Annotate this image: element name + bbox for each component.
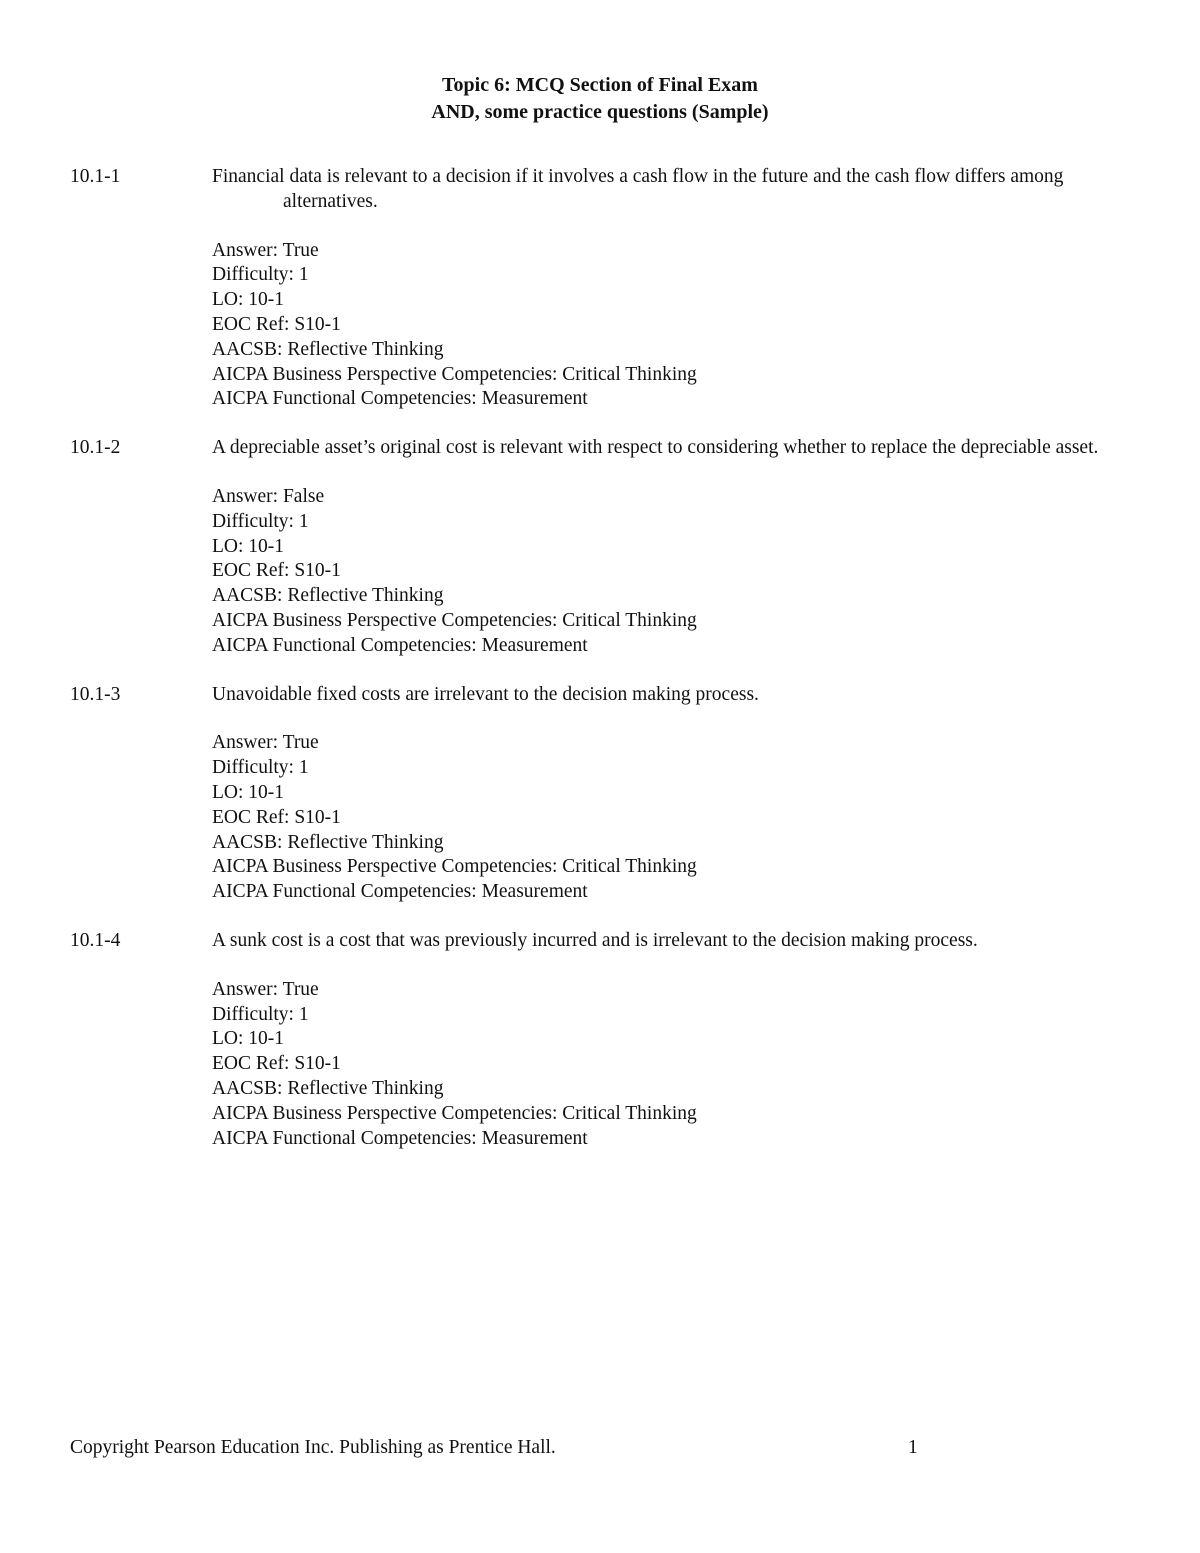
eoc-ref-line: EOC Ref: S10-1 [212, 313, 341, 335]
question-text: A sunk cost is a cost that was previously incurred and is irrelevant to the decision making process. [212, 929, 978, 951]
aicpa-functional-line: AICPA Functional Competencies: Measurement [212, 881, 588, 903]
difficulty-line: Difficulty: 1 [212, 510, 309, 532]
question-body [212, 683, 1150, 905]
page-header [0, 72, 1200, 126]
learning-objective-line: LO: 10-1 [212, 1028, 285, 1050]
question-body [212, 165, 1150, 412]
answer-line: Answer: True [212, 732, 319, 754]
aacsb-line: AACSB: Reflective Thinking [212, 831, 444, 853]
page-subtitle: AND, some practice questions (Sample) [431, 101, 769, 123]
page-title: Topic 6: MCQ Section of Final Exam [442, 74, 758, 96]
aicpa-business-line: AICPA Business Perspective Competencies: Critical Thinking [212, 856, 697, 878]
question-body [212, 436, 1150, 658]
answer-line: Answer: False [212, 485, 325, 507]
question-list [70, 165, 1150, 1175]
learning-objective-line: LO: 10-1 [212, 781, 285, 803]
question-item [70, 929, 1150, 1151]
eoc-ref-line: EOC Ref: S10-1 [212, 806, 341, 828]
question-id: 10.1-3 [70, 683, 121, 705]
difficulty-line: Difficulty: 1 [212, 264, 309, 286]
question-id: 10.1-1 [70, 166, 121, 187]
aicpa-functional-line: AICPA Functional Competencies: Measurement [212, 634, 588, 656]
aacsb-line: AACSB: Reflective Thinking [212, 338, 444, 360]
learning-objective-line: LO: 10-1 [212, 535, 285, 557]
question-id: 10.1-4 [70, 929, 121, 951]
difficulty-line: Difficulty: 1 [212, 1003, 309, 1025]
question-id: 10.1-2 [70, 437, 121, 459]
aicpa-business-line: AICPA Business Perspective Competencies: Critical Thinking [212, 363, 697, 385]
learning-objective-line: LO: 10-1 [212, 289, 285, 311]
eoc-ref-line: EOC Ref: S10-1 [212, 1053, 341, 1075]
page-number: 1 [908, 1437, 918, 1458]
question-item [70, 683, 1150, 905]
answer-line: Answer: True [212, 239, 319, 261]
difficulty-line: Difficulty: 1 [212, 757, 309, 779]
question-body [212, 929, 1150, 1151]
question-text: A depreciable asset’s original cost is relevant with respect to considering whether to replace the depreciable asset. [212, 437, 1099, 459]
question-item [70, 165, 1150, 412]
eoc-ref-line: EOC Ref: S10-1 [212, 560, 341, 582]
aicpa-functional-line: AICPA Functional Competencies: Measurement [212, 388, 588, 410]
question-text: Unavoidable fixed costs are irrelevant to the decision making process. [212, 683, 759, 705]
aacsb-line: AACSB: Reflective Thinking [212, 1077, 444, 1099]
aicpa-functional-line: AICPA Functional Competencies: Measurement [212, 1127, 588, 1149]
aicpa-business-line: AICPA Business Perspective Competencies: Critical Thinking [212, 1102, 697, 1124]
answer-line: Answer: True [212, 978, 319, 1000]
copyright-notice: Copyright Pearson Education Inc. Publishing as Prentice Hall. [70, 1437, 556, 1458]
question-text: Financial data is relevant to a decision if it involves a cash flow in the future and the cash flow differs among alternatives. [212, 166, 1064, 212]
aacsb-line: AACSB: Reflective Thinking [212, 585, 444, 607]
question-item [70, 436, 1150, 658]
aicpa-business-line: AICPA Business Perspective Competencies: Critical Thinking [212, 609, 697, 631]
